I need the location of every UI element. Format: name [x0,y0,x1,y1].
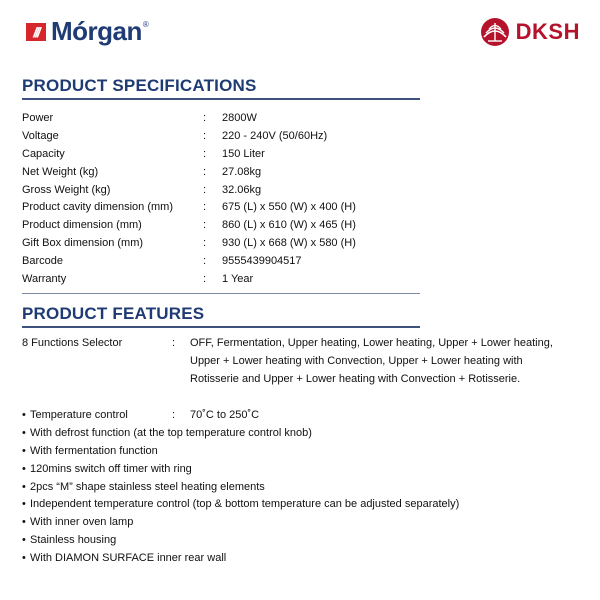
bullet-icon: • [22,444,26,457]
spec-label: Gift Box dimension (mm) [22,237,144,250]
spec-label: Net Weight (kg) [22,165,99,178]
spec-colon: : [203,237,207,250]
spec-label: Gross Weight (kg) [22,183,111,196]
specs-title: PRODUCT SPECIFICATIONS [22,76,257,95]
spec-row [22,253,422,271]
specs-title-rule [22,98,420,100]
feature-list-item [22,443,582,461]
spec-row [22,271,422,289]
temperature-colon: : [172,409,176,421]
spec-colon: : [203,201,207,214]
bullet-icon: • [22,516,26,529]
feature-list-item [22,425,582,443]
header [0,0,600,70]
dksh-logo [480,17,580,47]
features-title: PRODUCT FEATURES [22,304,205,323]
spec-row [22,217,422,235]
spec-value: 9555439904517 [222,255,302,268]
spec-value: 150 Liter [222,147,265,160]
bullet-icon: • [22,534,26,547]
spec-label: Warranty [22,273,67,286]
feature-text: With DIAMON SURFACE inner rear wall [30,552,227,565]
feature-text: With inner oven lamp [30,516,134,529]
feature-list-item [22,496,582,514]
features-section [22,335,582,568]
spec-colon: : [203,165,207,178]
spec-colon: : [203,112,207,124]
spec-value: 1 Year [222,273,254,286]
spec-label: Barcode [22,255,63,268]
temperature-label: • Temperature control [22,409,128,421]
spec-value: 675 (L) x 550 (W) x 400 (H) [222,201,356,214]
spec-value: 860 (L) x 610 (W) x 465 (H) [222,219,356,232]
spec-label: Voltage [22,129,59,142]
bullet-icon: • [22,552,26,565]
spec-label: Product dimension (mm) [22,219,142,232]
spec-colon: : [203,147,207,160]
spec-value: 2800W [222,112,257,124]
bullet-icon: • [22,498,26,511]
feature-list-item [22,479,582,497]
bullet-icon: • [22,480,26,493]
spec-value: 220 - 240V (50/60Hz) [222,129,328,142]
spec-row [22,110,422,128]
functions-value: OFF, Fermentation, Upper heating, Lower heating, Upper + Lower heating, Upper + Lower heating with Convection, Upper + Lower heating with Rotisserie and Upper + Lower heating with Convection + Rotisserie. [190,337,553,385]
spec-row [22,235,422,253]
temperature-value: 70˚C to 250˚C [190,409,260,421]
registered-mark: ® [142,20,149,29]
spec-value: 27.08kg [222,165,262,178]
feature-list-item [22,550,582,568]
specs-bottom-rule [22,293,420,294]
spec-row [22,164,422,182]
spec-colon: : [203,219,207,232]
morgan-wordmark: Mórgan [51,16,142,46]
feature-text: Stainless housing [30,534,117,547]
spec-row [22,128,422,146]
bullet-icon: • [22,426,26,439]
spec-label: Capacity [22,147,65,160]
spec-value: 930 (L) x 668 (W) x 580 (H) [222,237,356,250]
dksh-wordmark: DKSH [515,19,580,44]
spec-row [22,146,422,164]
functions-row [22,335,582,407]
spec-label: Power [22,112,54,124]
spec-colon: : [203,273,207,286]
bullet-icon: • [22,462,26,475]
morgan-logo [26,16,149,47]
spec-colon: : [203,183,207,196]
spec-value: 32.06kg [222,183,262,196]
feature-list-item [22,532,582,550]
temperature-row [22,407,582,425]
spec-row [22,199,422,217]
spec-colon: : [203,255,207,268]
feature-text: Independent temperature control (top & bottom temperature can be adjusted separately) [30,498,460,511]
spec-label: Product cavity dimension (mm) [22,201,173,214]
morgan-stripes-icon: /// [26,23,46,41]
feature-text: 120mins switch off timer with ring [30,462,192,475]
feature-text: With defrost function (at the top temperature control knob) [30,426,312,439]
feature-list-item [22,514,582,532]
feature-text: With fermentation function [30,444,158,457]
dksh-emblem-icon [480,17,510,47]
spec-colon: : [203,129,207,142]
features-title-rule [22,326,420,328]
feature-list [22,425,582,568]
feature-text: 2pcs “M” shape stainless steel heating elements [30,480,265,493]
functions-colon: : [172,337,176,349]
functions-label: 8 Functions Selector [22,337,123,349]
spec-table [22,110,422,289]
spec-row [22,182,422,200]
feature-list-item [22,461,582,479]
